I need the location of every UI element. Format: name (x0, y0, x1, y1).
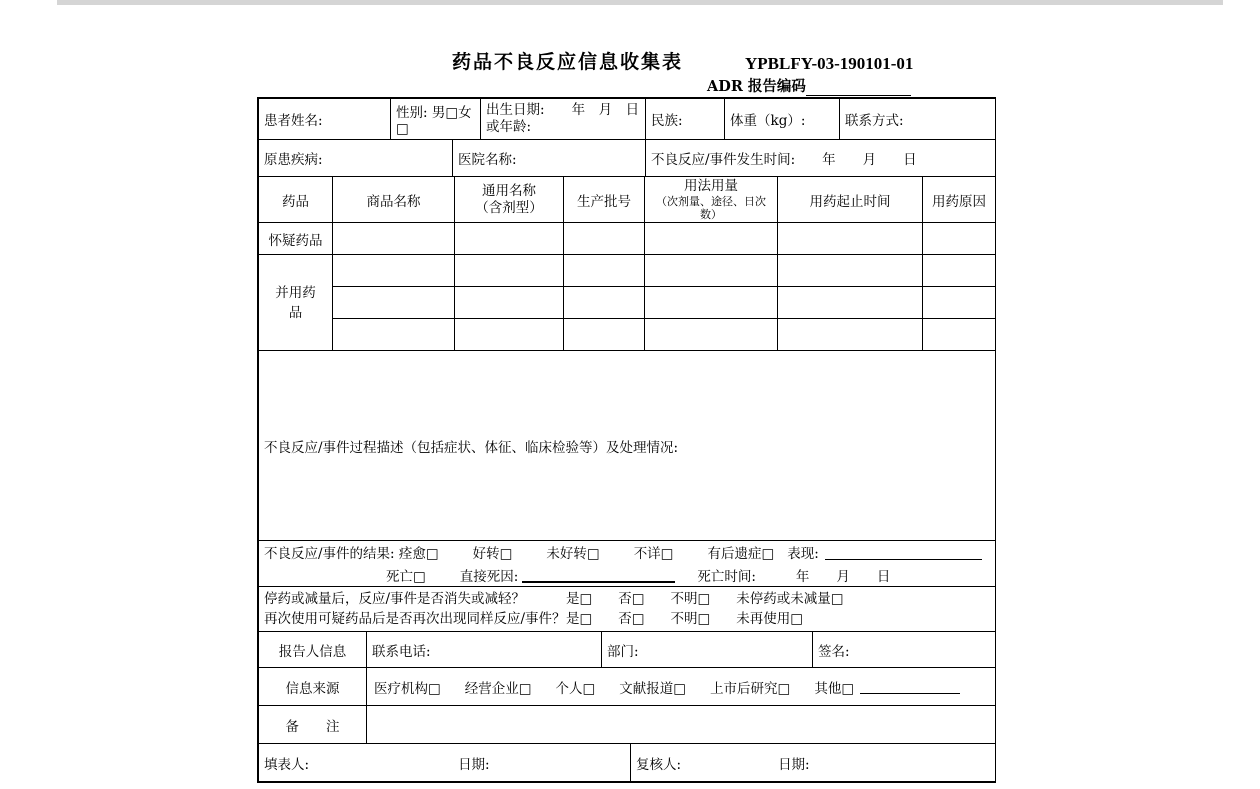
drug-entry-cell[interactable] (455, 255, 564, 287)
form-title: 药品不良反应信息收集表 (452, 51, 684, 73)
reporter-department-cell[interactable]: 部门: (602, 632, 813, 668)
drug-entry-cell[interactable] (455, 287, 564, 319)
drug-entry-cell[interactable] (778, 223, 923, 255)
generic-name-sub-line: （含剂型） (475, 199, 543, 216)
reviewer-cell (631, 744, 996, 782)
drug-entry-cell[interactable] (923, 223, 996, 255)
outcome-cell (259, 541, 996, 587)
outcome-line-2 (264, 565, 990, 585)
event-time-cell[interactable]: 不良反应/事件发生时间: 年 月 日 (646, 140, 996, 177)
reason-col-header: 用药原因 (923, 177, 996, 223)
source-options-line (372, 677, 990, 697)
drug-entry-cell[interactable] (455, 223, 564, 255)
birth-date-cell[interactable] (481, 99, 646, 140)
drug-entry-cell[interactable] (333, 255, 455, 287)
drug-entry-cell[interactable] (333, 319, 455, 351)
drug-entry-cell[interactable] (778, 255, 923, 287)
outcome-line-1 (264, 542, 990, 562)
trade-name-col-header: 商品名称 (333, 177, 455, 223)
usage-line: 用法用量 (684, 178, 738, 194)
process-description-table (258, 350, 996, 541)
q1-option-no[interactable]: 否□ (618, 591, 645, 607)
page-top-edge (57, 0, 1223, 5)
death-time-label: 死亡时间: (697, 569, 756, 585)
q2-option-not-reused[interactable]: 未再使用□ (736, 611, 804, 627)
death-cause-label: 直接死因: (459, 569, 519, 585)
manifestation-blank[interactable] (825, 545, 982, 560)
source-option-individual[interactable]: 个人□ (555, 680, 596, 697)
drug-entry-cell[interactable] (645, 255, 778, 287)
drug-entry-cell[interactable] (923, 255, 996, 287)
questions-cell (259, 587, 996, 632)
drug-entry-cell[interactable] (333, 287, 455, 319)
q2-option-yes[interactable]: 是□ (566, 611, 593, 627)
drug-entry-cell[interactable] (564, 223, 645, 255)
q1-option-unknown[interactable]: 不明□ (670, 591, 711, 607)
reporter-table (258, 631, 996, 668)
adr-report-code-label: ADR 报告编码 (707, 78, 806, 95)
drug-table (258, 176, 996, 351)
birth-date-label: 出生日期: 年 月 日 (486, 102, 640, 118)
drug-entry-cell[interactable] (645, 319, 778, 351)
drug-entry-cell[interactable] (923, 319, 996, 351)
manifestation-label: 表现: (787, 546, 819, 562)
outcome-option-not-improved[interactable]: 未好转□ (546, 546, 600, 562)
source-option-other[interactable]: 其他□ (814, 680, 855, 697)
adr-report-code-blank[interactable] (806, 81, 911, 96)
concomitant-drug-row-label (259, 255, 333, 351)
q1-option-yes[interactable]: 是□ (566, 591, 593, 607)
process-description-label: 不良反应/事件过程描述（包括症状、体征、临床检验等）及处理情况: (264, 439, 679, 456)
source-options-cell (367, 668, 996, 706)
death-time-fields[interactable]: 年 月 日 (795, 569, 891, 585)
remark-table (258, 705, 996, 744)
adr-report-code-line (707, 75, 911, 96)
reviewer-line (636, 753, 990, 773)
hospital-name-cell[interactable]: 医院名称: (453, 140, 646, 177)
usage-col-header (645, 177, 778, 223)
q1-option-not-stopped[interactable]: 未停药或未减量□ (736, 591, 844, 607)
patient-info-table (258, 98, 996, 177)
form-filler-cell (259, 744, 631, 782)
adr-form (258, 98, 995, 782)
death-cause-blank[interactable] (522, 567, 675, 583)
outcome-option-sequelae[interactable]: 有后遗症□ (707, 546, 775, 562)
gender-cell[interactable]: 性别: 男□女□ (391, 99, 481, 140)
duration-col-header: 用药起止时间 (778, 177, 923, 223)
drug-entry-cell[interactable] (923, 287, 996, 319)
concomitant-drug-label-text: 并用药品 (275, 284, 316, 321)
reporter-phone-cell[interactable]: 联系电话: (367, 632, 602, 668)
drug-entry-cell[interactable] (645, 287, 778, 319)
form-filler-date-label[interactable]: 日期: (458, 756, 490, 773)
reporter-row-label: 报告人信息 (259, 632, 367, 668)
form-filler-line (264, 753, 625, 773)
source-option-post-marketing-study[interactable]: 上市后研究□ (710, 680, 791, 697)
process-description-cell[interactable] (259, 351, 996, 541)
form-filler-label[interactable]: 填表人: (264, 756, 310, 773)
batch-no-col-header: 生产批号 (564, 177, 645, 223)
question-1-text: 停药或减量后，反应/事件是否消失或减轻？ (264, 591, 526, 607)
drug-entry-cell[interactable] (778, 319, 923, 351)
question-2-text: 再次使用可疑药品后是否再次出现同样反应/事件？ (264, 611, 566, 627)
question-2-line (264, 609, 990, 629)
or-age-label: 或年龄: (486, 119, 532, 135)
drug-entry-cell[interactable] (564, 287, 645, 319)
reporter-signature-cell[interactable]: 签名: (813, 632, 996, 668)
source-other-blank[interactable] (860, 679, 960, 694)
generic-name-line: 通用名称 (482, 182, 536, 199)
source-option-medical-institution[interactable]: 医疗机构□ (374, 680, 441, 697)
source-option-literature-report[interactable]: 文献报道□ (619, 680, 687, 697)
original-disease-cell[interactable]: 原患疾病: (259, 140, 453, 177)
q2-option-unknown[interactable]: 不明□ (670, 611, 711, 627)
generic-name-col-header (455, 177, 564, 223)
outcome-option-improved[interactable]: 好转□ (472, 546, 513, 562)
doc-number: YPBLFY-03-190101-01 (745, 54, 914, 73)
outcome-option-unknown[interactable]: 不详□ (633, 546, 674, 562)
drug-entry-cell[interactable] (564, 319, 645, 351)
weight-cell[interactable]: 体重（kg）: (725, 99, 840, 140)
contact-cell[interactable]: 联系方式: (840, 99, 996, 140)
source-option-business-enterprise[interactable]: 经营企业□ (464, 680, 532, 697)
drug-entry-cell[interactable] (778, 287, 923, 319)
usage-sub-line: （次剂量、途径、日次数） (656, 195, 766, 221)
outcome-label[interactable]: 不良反应/事件的结果: 痊愈□ (264, 546, 439, 562)
reviewer-label[interactable]: 复核人: (636, 756, 682, 773)
ethnicity-cell[interactable]: 民族: (646, 99, 725, 140)
questions-table (258, 586, 996, 632)
source-row-label: 信息来源 (259, 668, 367, 706)
question-1-line (264, 589, 990, 609)
drug-entry-cell[interactable] (455, 319, 564, 351)
reviewer-date-label[interactable]: 日期: (778, 756, 810, 773)
drug-entry-cell[interactable] (333, 223, 455, 255)
remark-row-label: 备 注 (259, 706, 367, 744)
patient-name-cell[interactable]: 患者姓名: (259, 99, 391, 140)
suspected-drug-row-label: 怀疑药品 (259, 223, 333, 255)
signature-table (258, 743, 996, 782)
drug-entry-cell[interactable] (645, 223, 778, 255)
outcome-option-death[interactable]: 死亡□ (386, 569, 426, 585)
drug-entry-cell[interactable] (564, 255, 645, 287)
q2-option-no[interactable]: 否□ (618, 611, 645, 627)
source-table (258, 667, 996, 706)
remark-content-cell[interactable] (367, 706, 996, 744)
drug-col-header: 药品 (259, 177, 333, 223)
outcome-table (258, 540, 996, 587)
